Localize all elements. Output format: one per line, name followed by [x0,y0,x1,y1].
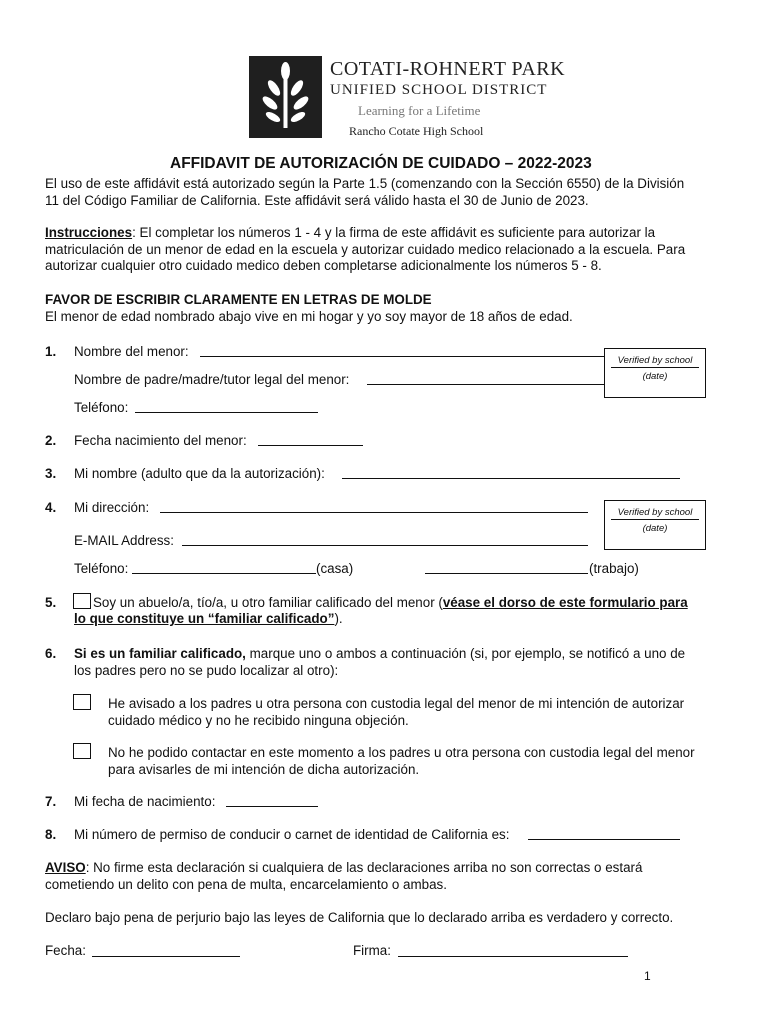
warning-label: AVISO [45,860,86,875]
option-notified-checkbox[interactable] [73,694,91,710]
license-field[interactable] [528,839,680,840]
date-label: Fecha: [45,943,86,958]
my-name-field[interactable] [342,478,680,479]
home-phone-field[interactable] [132,573,316,574]
item6-text [74,646,685,679]
warning-line: cometiendo un delito con pena de multa, encarcelamiento o ambas. [45,876,447,892]
verified-date-label: (date) [642,523,668,534]
option-line: He avisado a los padres u otra persona con custodia legal del menor de mi intención de autorizar [108,696,685,711]
instructions-paragraph [45,225,685,275]
signature-label: Firma: [353,943,391,958]
see-reverse-link: véase el dorso de este formulario para [442,595,688,610]
phone-field[interactable] [135,412,318,413]
address-field[interactable] [160,512,588,513]
option-not-contacted-checkbox[interactable] [73,743,91,759]
warning-line: : No firme esta declaración si cualquiera de las declaraciones arriba no son correctas o estará [85,860,643,875]
notice-heading: FAVOR DE ESCRIBIR CLARAMENTE EN LETRAS DE MOLDE [45,292,432,307]
my-birthdate-label: Mi fecha de nacimiento: [74,794,216,809]
intro-line: 11 del Código Familiar de California. Este affidávit será válido hasta el 30 de Junio de 2023. [45,192,589,208]
my-name-label: Mi nombre (adulto que da la autorización): [74,466,325,481]
item-number: 6. [45,646,57,661]
warning-paragraph [45,860,642,893]
minor-name-field[interactable] [200,356,605,357]
page-title: AFFIDAVIT DE AUTORIZACIÓN DE CUIDADO – 2022-2023 [170,155,592,172]
phone-label: Teléfono: [74,400,129,415]
item-number: 3. [45,466,57,481]
item5-text-end: ). [334,611,343,626]
address-label: Mi dirección: [74,500,150,515]
qualified-relative-checkbox[interactable] [73,593,91,609]
intro-line: El uso de este affidávit está autorizado según la Parte 1.5 (comenzando con la Sección 6550) de la División [45,176,685,191]
date-field[interactable] [92,956,240,957]
verified-by-school-box [604,500,706,550]
verified-date-label: (date) [642,371,668,382]
minor-birthdate-field[interactable] [258,445,363,446]
item-number: 1. [45,344,57,359]
work-phone-field[interactable] [425,573,588,574]
verified-label: Verified by school [617,507,693,518]
guardian-name-field[interactable] [367,384,605,385]
declaration-text: Declaro bajo pena de perjurio bajo las leyes de California que lo declarado arriba es verdadero y correcto. [45,910,674,925]
item6-line: marque uno o ambos a continuación (si, por ejemplo, se notificó a uno de [245,646,686,661]
instructions-label: Instrucciones [45,225,133,240]
verified-date-line[interactable] [611,367,699,368]
minor-birthdate-label: Fecha nacimiento del menor: [74,433,247,448]
see-reverse-link: lo que constituye un “familiar calificado” [74,611,335,626]
work-label: (trabajo) [589,561,639,576]
verified-label: Verified by school [617,355,693,366]
verified-by-school-box [604,348,706,398]
district-name: COTATI-ROHNERT PARK [330,58,566,80]
license-label: Mi número de permiso de conducir o carnet de identidad de California es: [74,827,510,842]
intro-paragraph [45,176,684,209]
notice-text: El menor de edad nombrado abajo vive en mi hogar y yo soy mayor de 18 años de edad. [45,309,573,324]
item-number: 8. [45,827,57,842]
district-logo [249,56,322,138]
instructions-line: : El completar los números 1 - 4 y la firma de este affidávit es suficiente para autorizar la [132,225,656,240]
item6-line: los padres pero no se pudo localizar al otro): [74,662,339,678]
item-number: 2. [45,433,57,448]
minor-name-label: Nombre del menor: [74,344,189,359]
item-number: 4. [45,500,57,515]
item6-bold: Si es un familiar calificado, [74,646,246,661]
home-label: (casa) [316,561,354,576]
option-line: cuidado médico y no he recibido ninguna objeción. [108,712,409,728]
instructions-line: matriculación de un menor de edad en la escuela y autorizar cuidado medico relacionado a la escuela. Para [45,241,686,257]
option-not-contacted-text [108,745,695,778]
item5-text [93,595,688,612]
signature-field[interactable] [398,956,628,957]
phone-label: Teléfono: [74,561,129,576]
item-number: 5. [45,595,57,610]
my-birthdate-field[interactable] [226,806,318,807]
district-subtitle: UNIFIED SCHOOL DISTRICT [330,82,548,98]
item5-text-line2 [74,611,343,628]
option-notified-text [108,696,684,729]
instructions-line: autorizar cualquier otro cuidado medico deben completarse adicionalmente los números 5 - 8. [45,258,602,273]
district-tagline: Learning for a Lifetime [358,103,481,118]
email-field[interactable] [182,545,588,546]
item-number: 7. [45,794,57,809]
option-line: No he podido contactar en este momento a los padres u otra persona con custodia legal del menor [108,745,695,760]
email-label: E-MAIL Address: [74,533,174,548]
tree-icon [249,56,322,138]
option-line: para avisarles de mi intención de dicha autorización. [108,761,420,777]
guardian-name-label: Nombre de padre/madre/tutor legal del menor: [74,372,350,387]
verified-date-line[interactable] [611,519,699,520]
page-number: 1 [644,969,651,983]
school-name: Rancho Cotate High School [349,124,484,138]
item5-text-start: Soy un abuelo/a, tío/a, u otro familiar calificado del menor ( [93,595,443,610]
